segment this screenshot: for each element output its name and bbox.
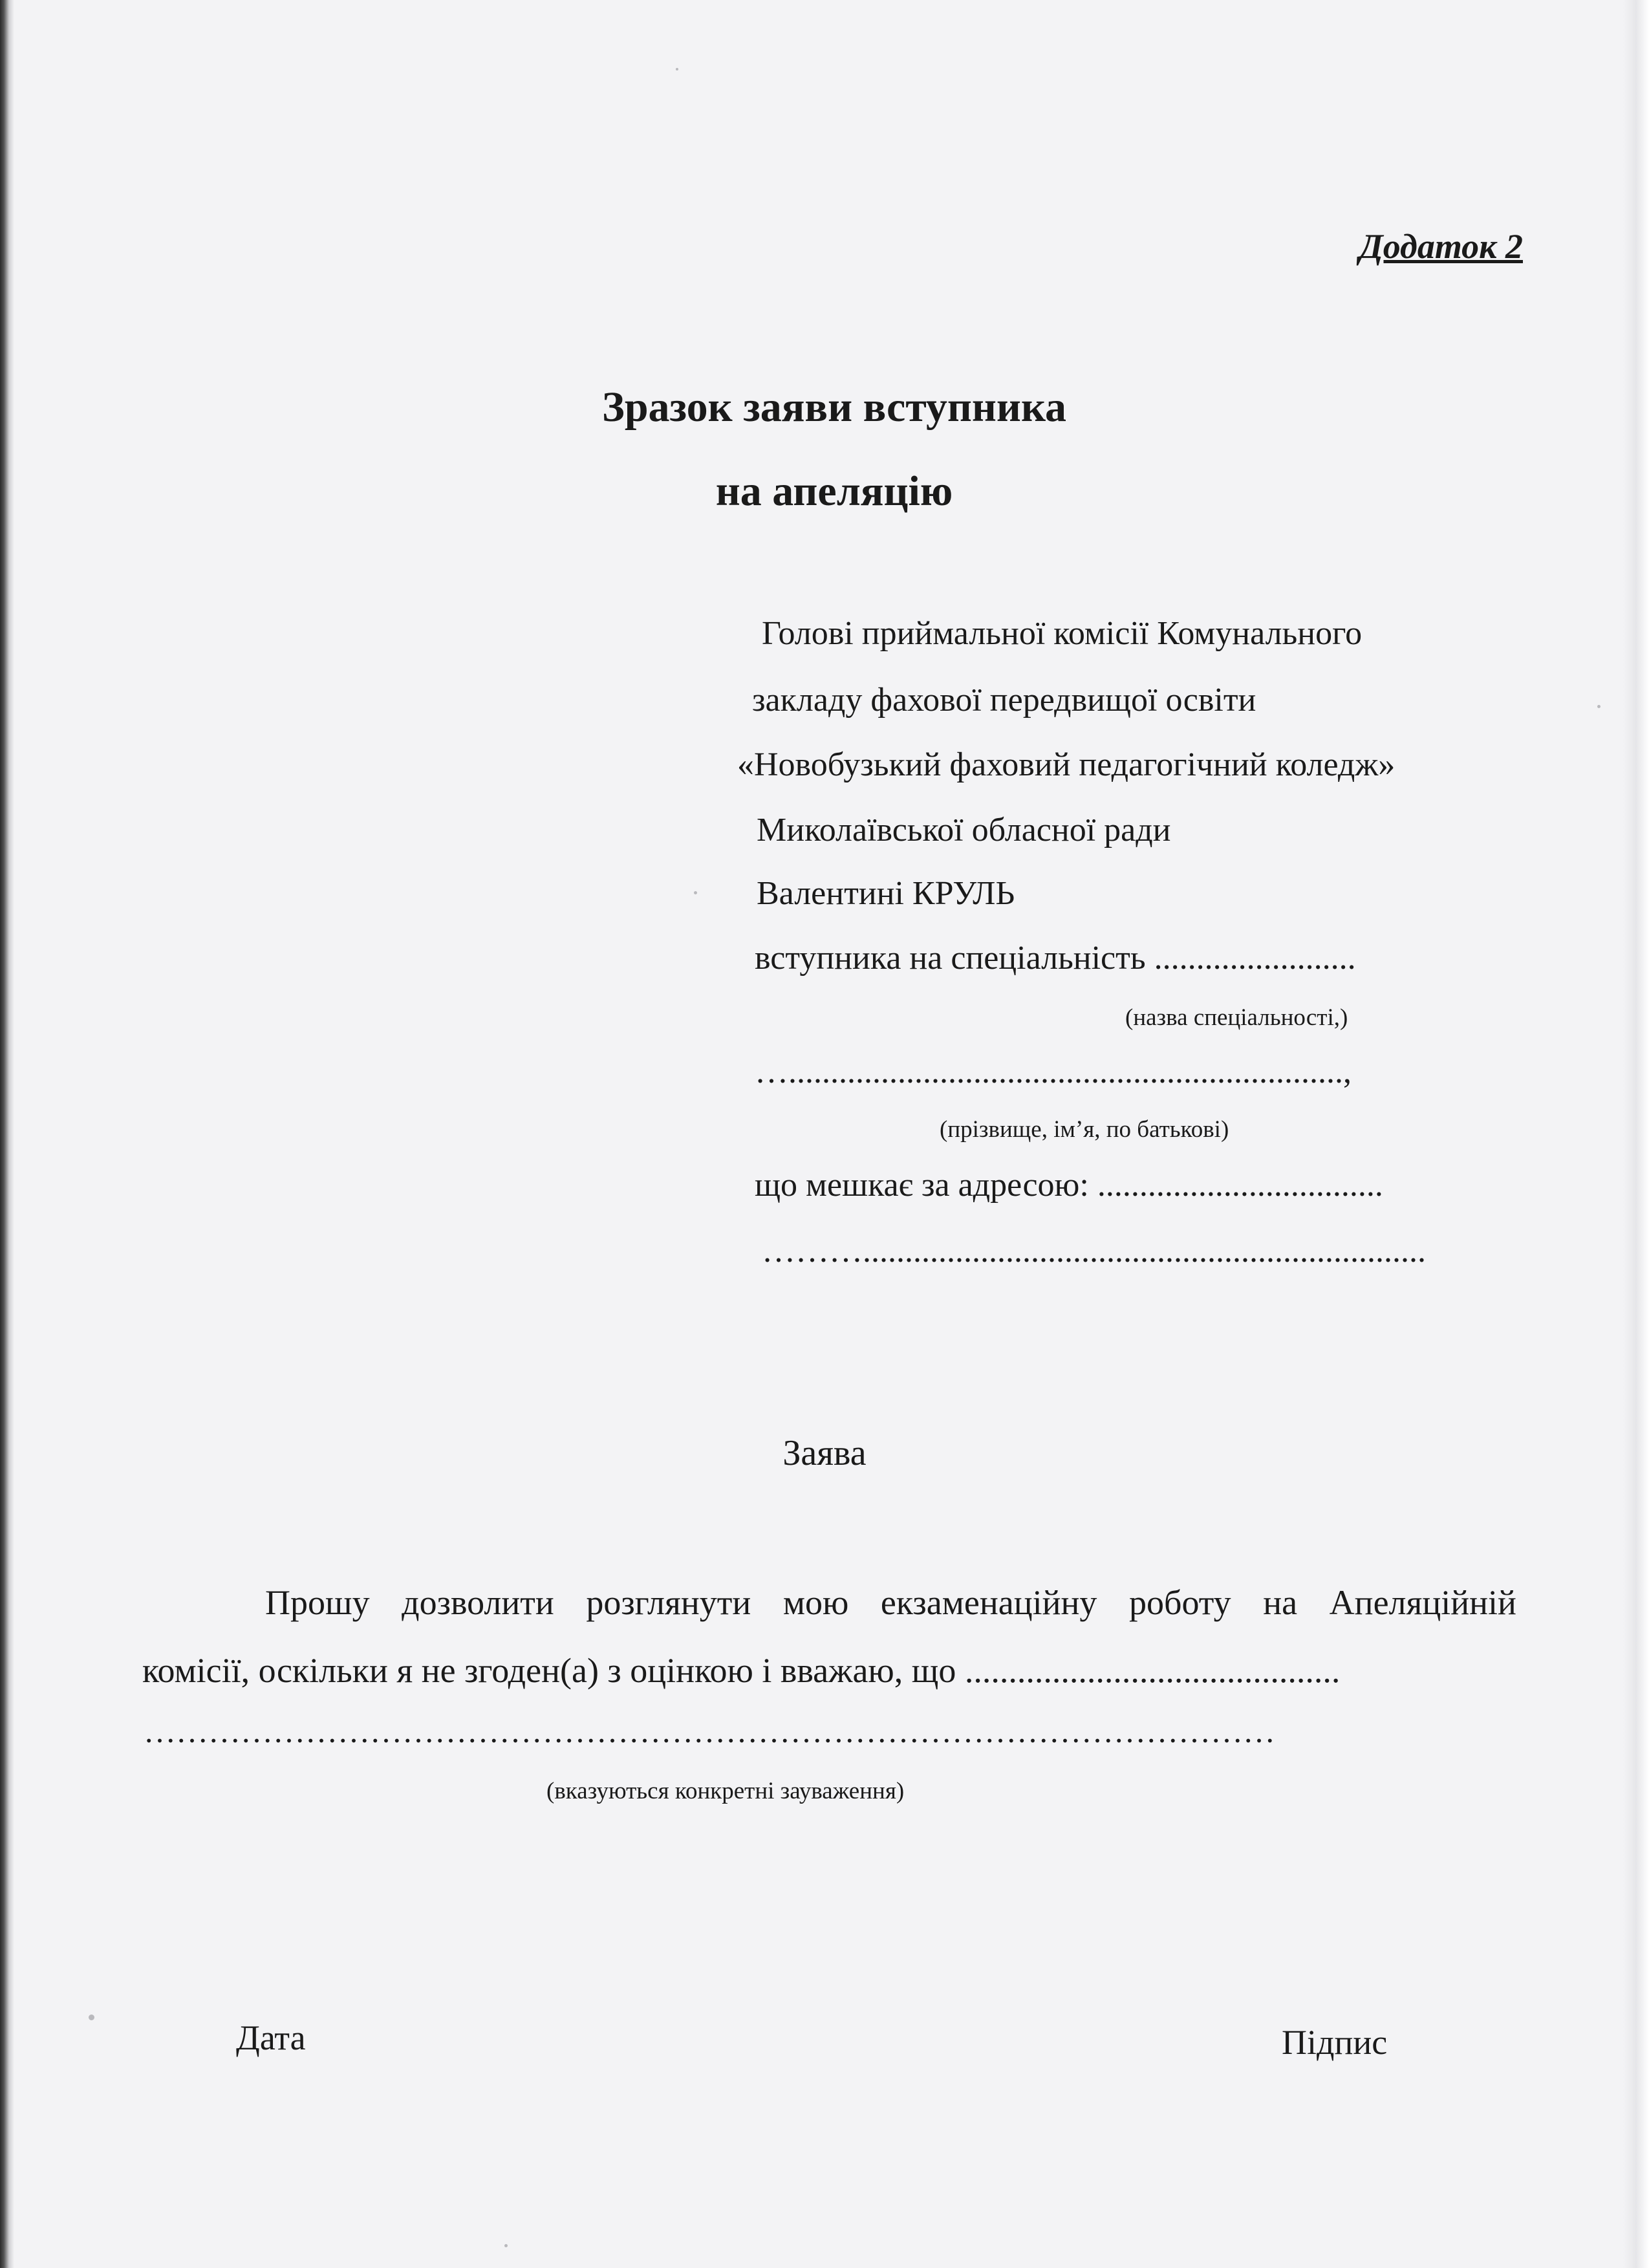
statement-word: Апеляційній [1329,1583,1516,1622]
remarks-hint: (вказуються конкретні зауваження) [546,1778,905,1804]
addressee-line-1: Голові приймальної комісії Комунального [762,615,1363,652]
statement-line-1 [265,1582,1516,1623]
address-line: що мешкає за адресою: .................................. [755,1167,1383,1204]
scan-speck [89,2014,94,2020]
scan-edge-right [1623,0,1649,2268]
statement-word: дозволити [402,1583,554,1622]
document-title-line-1: Зразок заяви вступника [601,383,1066,431]
scan-speck [504,2244,508,2247]
signature-label: Підпис [1282,2023,1388,2062]
scan-speck [676,68,678,70]
statement-line-2: комісії, оскільки я не згоден(а) з оцінкою і вважаю, що ........................................... [142,1651,1341,1690]
address-line-2: ………................................................................... [762,1233,1426,1269]
addressee-line-5: Валентині КРУЛЬ [757,875,1015,912]
statement-word: Прошу [265,1583,370,1622]
statement-word: розглянути [586,1583,751,1622]
statement-line-3: …………………………………………………………………………………………… [144,1713,1275,1749]
statement-word: роботу [1128,1583,1231,1622]
statement-heading: Заява [782,1433,867,1473]
date-label: Дата [236,2018,306,2057]
specialty-line: вступника на спеціальність ........................ [755,940,1356,977]
statement-word: екзаменаційну [880,1583,1097,1622]
scan-speck [694,891,697,894]
statement-word: мою [782,1583,849,1622]
scan-speck [1597,705,1600,708]
appendix-label: Додаток 2 [1359,227,1523,266]
full-name-hint: (прізвище, ім’я, по батькові) [940,1116,1229,1143]
addressee-line-4: Миколаївської обласної ради [757,812,1171,848]
statement-word: на [1263,1583,1298,1622]
addressee-line-2: закладу фахової передвищої освіти [752,682,1256,718]
scan-edge-left [0,0,14,2268]
addressee-line-3: «Новобузький фаховий педагогічний коледж» [737,746,1396,783]
full-name-line: ….................................................................., [755,1053,1352,1090]
document-title-line-2: на апеляцію [715,468,953,515]
specialty-hint: (назва спеціальності,) [1125,1004,1348,1031]
